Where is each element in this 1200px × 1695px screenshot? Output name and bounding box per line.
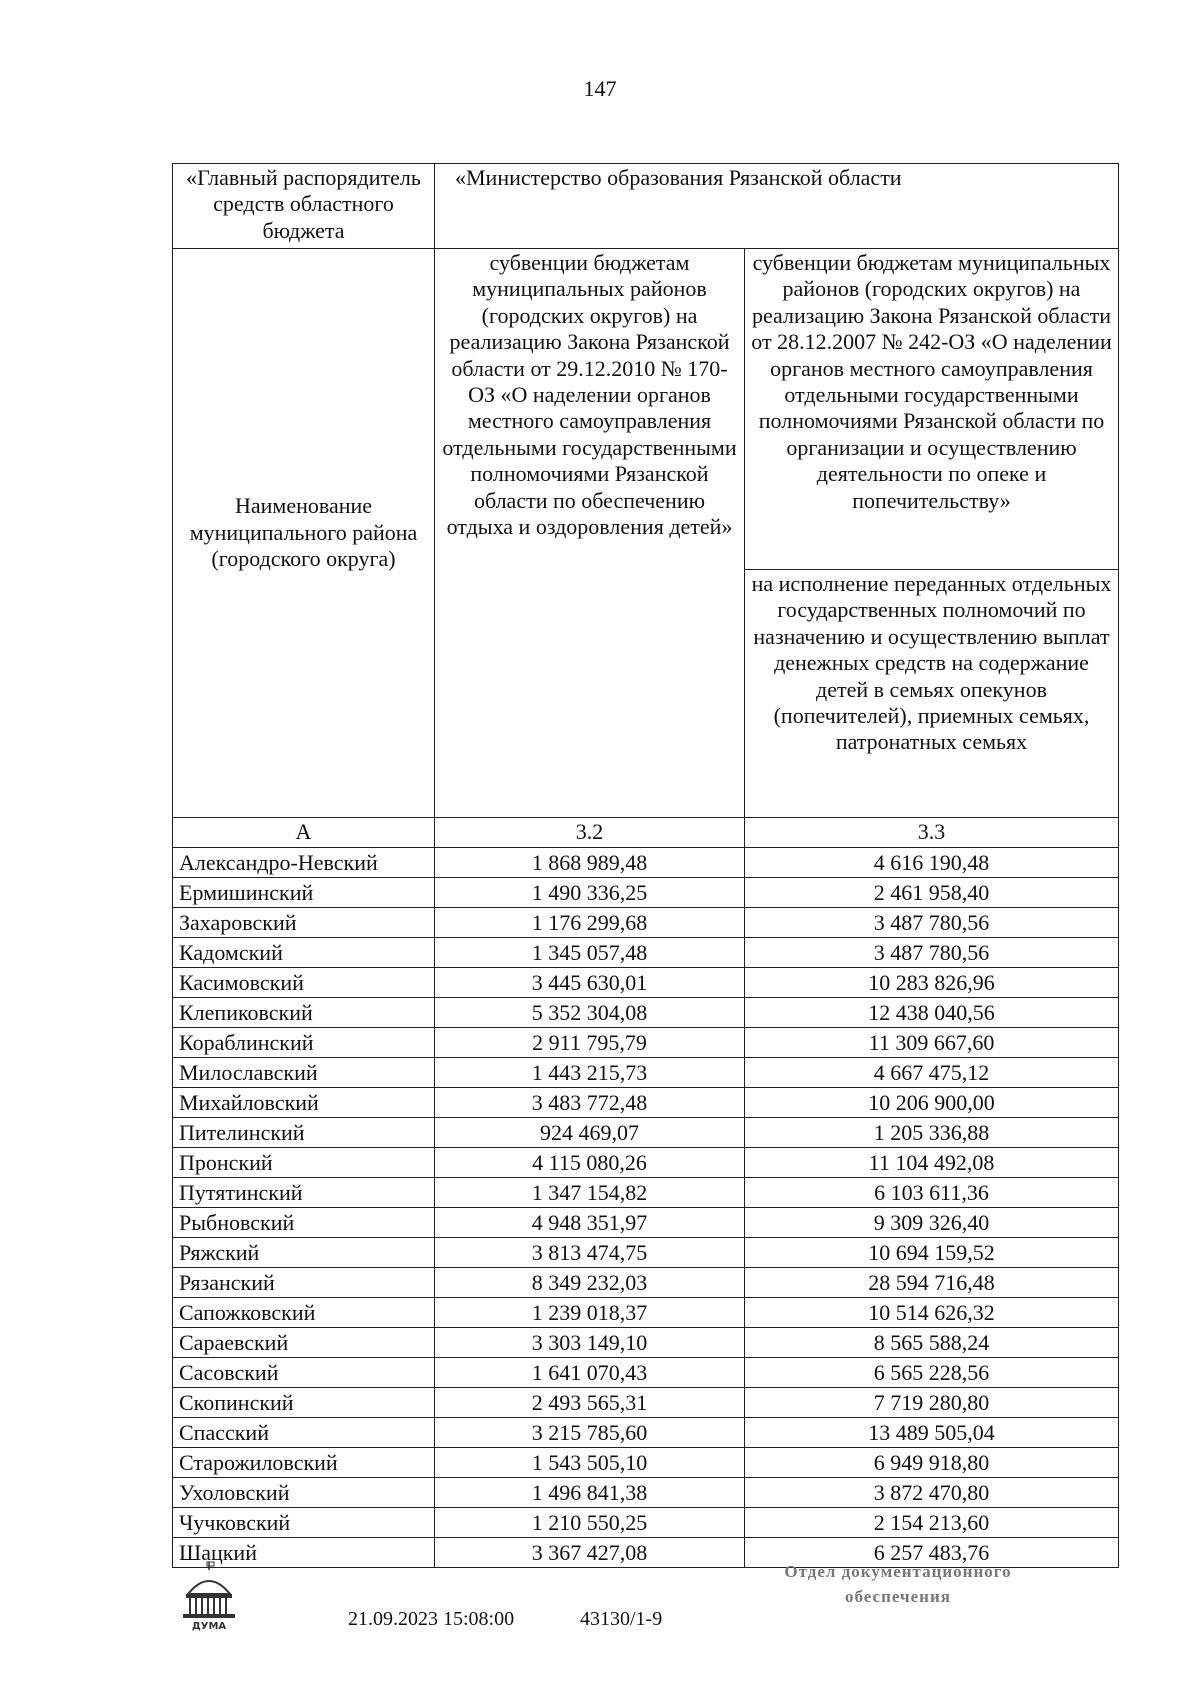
district-name-cell: Ермишинский [173,878,435,908]
page-number: 147 [583,76,617,101]
table-row [173,1178,1119,1208]
value-3-2-cell: 924 469,07 [435,1118,745,1148]
value-3-2-cell: 2 493 565,31 [435,1388,745,1418]
table-row [173,1058,1119,1088]
table-row [173,968,1119,998]
value-3-2-cell: 8 349 232,03 [435,1268,745,1298]
table-row [173,1148,1119,1178]
value-3-2-cell: 1 443 215,73 [435,1058,745,1088]
value-3-3-cell: 6 103 611,36 [745,1178,1119,1208]
value-3-3-cell: 8 565 588,24 [745,1328,1119,1358]
value-3-3-cell: 2 461 958,40 [745,878,1119,908]
value-3-2-cell: 1 345 057,48 [435,938,745,968]
index-cell-3-2: 3.2 [435,818,745,848]
table-row [173,938,1119,968]
value-3-2-cell: 3 813 474,75 [435,1238,745,1268]
table-row [173,848,1119,878]
value-3-3-cell: 6 949 918,80 [745,1448,1119,1478]
value-3-2-cell: 4 948 351,97 [435,1208,745,1238]
footer-doc-number: 43130/1-9 [580,1608,663,1630]
header-main-row [173,249,1119,570]
value-3-3-cell: 10 514 626,32 [745,1298,1119,1328]
value-3-2-cell: 1 496 841,38 [435,1478,745,1508]
table-row [173,1118,1119,1148]
district-name-cell: Пронский [173,1148,435,1178]
value-3-2-cell: 1 868 989,48 [435,848,745,878]
value-3-3-cell: 3 487 780,56 [745,938,1119,968]
value-3-2-cell: 1 347 154,82 [435,1178,745,1208]
table-row [173,1328,1119,1358]
table-row [173,878,1119,908]
index-cell-3-3: 3.3 [745,818,1119,848]
stamp-line-2: обеспечения [845,1586,951,1606]
district-name-cell: Чучковский [173,1508,435,1538]
table-row [173,1208,1119,1238]
value-3-3-cell: 4 667 475,12 [745,1058,1119,1088]
column-3-3-header-bottom: на исполнение переданных отдельных государственных полномочий по назначению и осуществлению выплат денежных средств на содержание детей в семьях опекунов (попечителей), приемных семьях, патронатных семьях [745,570,1119,818]
value-3-3-cell: 28 594 716,48 [745,1268,1119,1298]
value-3-2-cell: 2 911 795,79 [435,1028,745,1058]
budget-table [172,163,1119,1568]
value-3-3-cell: 12 438 040,56 [745,998,1119,1028]
table-row [173,1388,1119,1418]
table-row [173,1478,1119,1508]
table-row [173,1508,1119,1538]
table-row [173,1238,1119,1268]
district-name-cell: Старожиловский [173,1448,435,1478]
value-3-3-cell: 10 694 159,52 [745,1238,1119,1268]
column-3-2-header: субвенции бюджетам муниципальных районов (городских округов) на реализацию Закона Рязанской области от 29.12.2010 № 170-ОЗ «О наделении органов местного самоуправления отдельными государственными полномочиями Рязанской области по обеспечению отдыха и оздоровления детей» [435,249,745,818]
value-3-3-cell: 6 565 228,56 [745,1358,1119,1388]
value-3-2-cell: 4 115 080,26 [435,1148,745,1178]
ministry-name: «Министерство образования Рязанской области [435,164,1119,249]
table-row [173,1028,1119,1058]
table-row [173,998,1119,1028]
value-3-3-cell: 7 719 280,80 [745,1388,1119,1418]
district-name-cell: Михайловский [173,1088,435,1118]
district-name-cell: Касимовский [173,968,435,998]
value-3-2-cell: 1 239 018,37 [435,1298,745,1328]
stamp-line-1: Отдел документационного [784,1562,1012,1581]
column-index-row [173,818,1119,848]
value-3-3-cell: 9 309 326,40 [745,1208,1119,1238]
value-3-2-cell: 5 352 304,08 [435,998,745,1028]
district-name-cell: Шацкий [173,1538,435,1568]
index-cell-a: А [173,818,435,848]
value-3-2-cell: 1 490 336,25 [435,878,745,908]
value-3-3-cell: 10 283 826,96 [745,968,1119,998]
table-row [173,1358,1119,1388]
logo-text: ДУМА [191,1621,227,1632]
column-3-3-header-top: субвенции бюджетам муниципальных районов (городских округов) на реализацию Закона Рязанской области от 28.12.2007 № 242-ОЗ «О наделении органов местного самоуправления отдельными государственными полномочиями Рязанской области по организации и осуществлению деятельности по опеке и попечительству» [745,249,1119,570]
district-name-cell: Рязанский [173,1268,435,1298]
district-name-cell: Милославский [173,1058,435,1088]
district-name-cell: Клепиковский [173,998,435,1028]
value-3-3-cell: 3 487 780,56 [745,908,1119,938]
chief-administrator-label: «Главный распорядитель средств областного бюджета [173,164,435,249]
value-3-2-cell: 3 367 427,08 [435,1538,745,1568]
value-3-3-cell: 10 206 900,00 [745,1088,1119,1118]
table-row [173,1268,1119,1298]
district-name-cell: Спасский [173,1418,435,1448]
table-row [173,1088,1119,1118]
district-name-cell: Кораблинский [173,1028,435,1058]
value-3-3-cell: 6 257 483,76 [745,1538,1119,1568]
district-name-cell: Рыбновский [173,1208,435,1238]
value-3-2-cell: 1 641 070,43 [435,1358,745,1388]
district-name-cell: Ухоловский [173,1478,435,1508]
table-row [173,908,1119,938]
value-3-2-cell: 1 210 550,25 [435,1508,745,1538]
table-row [173,1418,1119,1448]
district-name-cell: Ряжский [173,1238,435,1268]
value-3-3-cell: 13 489 505,04 [745,1418,1119,1448]
value-3-2-cell: 3 445 630,01 [435,968,745,998]
value-3-3-cell: 11 104 492,08 [745,1148,1119,1178]
value-3-2-cell: 3 483 772,48 [435,1088,745,1118]
district-name-cell: Пителинский [173,1118,435,1148]
value-3-3-cell: 1 205 336,88 [745,1118,1119,1148]
duma-logo-icon [178,1560,240,1632]
value-3-2-cell: 1 176 299,68 [435,908,745,938]
district-name-cell: Кадомский [173,938,435,968]
district-name-cell: Захаровский [173,908,435,938]
value-3-3-cell: 4 616 190,48 [745,848,1119,878]
district-name-cell: Путятинский [173,1178,435,1208]
footer-datetime: 21.09.2023 15:08:00 [348,1608,515,1630]
district-name-cell: Сасовский [173,1358,435,1388]
district-name-cell: Александро-Невский [173,848,435,878]
department-stamp [752,1560,1044,1609]
district-name-cell: Скопинский [173,1388,435,1418]
value-3-2-cell: 3 215 785,60 [435,1418,745,1448]
value-3-3-cell: 3 872 470,80 [745,1478,1119,1508]
table-row [173,1448,1119,1478]
district-name-cell: Сапожковский [173,1298,435,1328]
district-name-cell: Сараевский [173,1328,435,1358]
value-3-2-cell: 3 303 149,10 [435,1328,745,1358]
value-3-3-cell: 2 154 213,60 [745,1508,1119,1538]
value-3-3-cell: 11 309 667,60 [745,1028,1119,1058]
name-column-header: Наименование муниципального района (городского округа) [173,249,435,818]
header-top-row [173,164,1119,249]
value-3-2-cell: 1 543 505,10 [435,1448,745,1478]
table-row [173,1298,1119,1328]
